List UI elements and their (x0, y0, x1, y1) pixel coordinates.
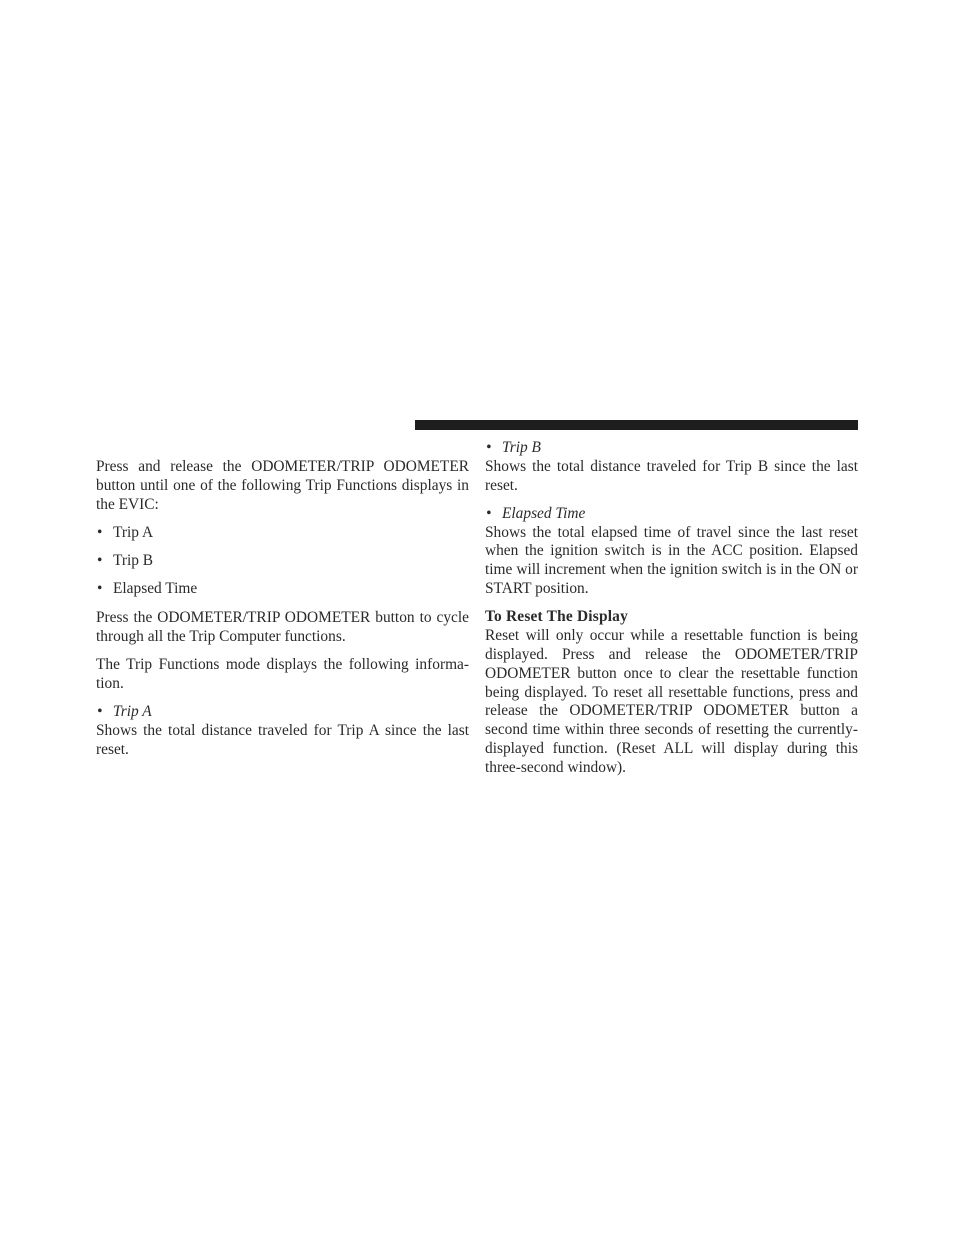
elapsed-time-heading-label: Elapsed Time (502, 504, 586, 522)
elapsed-time-heading (485, 505, 858, 524)
list-item-label: Trip A (113, 523, 154, 541)
right-column (485, 439, 858, 787)
trip-a-paragraph: Shows the total distance traveled for Trip A since the last reset. (96, 721, 469, 758)
list-item-label: Elapsed Time (113, 580, 198, 598)
list-item (96, 552, 469, 571)
reset-display-heading: To Reset The Display (485, 608, 628, 626)
bullet-icon: • (97, 523, 103, 541)
bullet-icon: • (97, 580, 103, 598)
mode-paragraph: The Trip Functions mode displays the following informa-tion. (96, 655, 469, 692)
bullet-icon: • (97, 702, 103, 720)
reset-display-paragraph: Reset will only occur while a resettable function is being displayed. Press and release the ODOMETER/TRIP ODOMETER button once to clear the resettable function being displayed. To reset all resettable functions, press and release the ODOMETER/TRIP ODOMETER button a second time within three seconds of resetting the currently-displayed function. (Reset ALL will display during this three-second window). (485, 627, 858, 776)
intro-paragraph: Press and release the ODOMETER/TRIP ODOMETER button until one of the following Trip Functions displays in the EVIC: (96, 458, 469, 513)
bullet-icon: • (97, 552, 103, 570)
section-header-bar (415, 420, 858, 430)
cycle-paragraph: Press the ODOMETER/TRIP ODOMETER button to cycle through all the Trip Computer functions. (96, 608, 469, 645)
left-column (96, 458, 469, 769)
trip-b-heading (485, 439, 858, 458)
list-item-label: Trip B (113, 552, 154, 570)
bullet-icon: • (486, 439, 492, 456)
trip-b-paragraph: Shows the total distance traveled for Trip B since the last reset. (485, 457, 858, 494)
trip-a-heading-label: Trip A (113, 702, 152, 720)
list-item (96, 580, 469, 599)
elapsed-time-paragraph: Shows the total elapsed time of travel since the last reset when the ignition switch is in the ACC position. Elapsed time will increment when the ignition switch is in the ON or START position. (485, 523, 858, 598)
trip-a-heading (96, 703, 469, 722)
trip-b-heading-label: Trip B (502, 439, 541, 456)
bullet-icon: • (486, 504, 492, 522)
list-item (96, 524, 469, 543)
